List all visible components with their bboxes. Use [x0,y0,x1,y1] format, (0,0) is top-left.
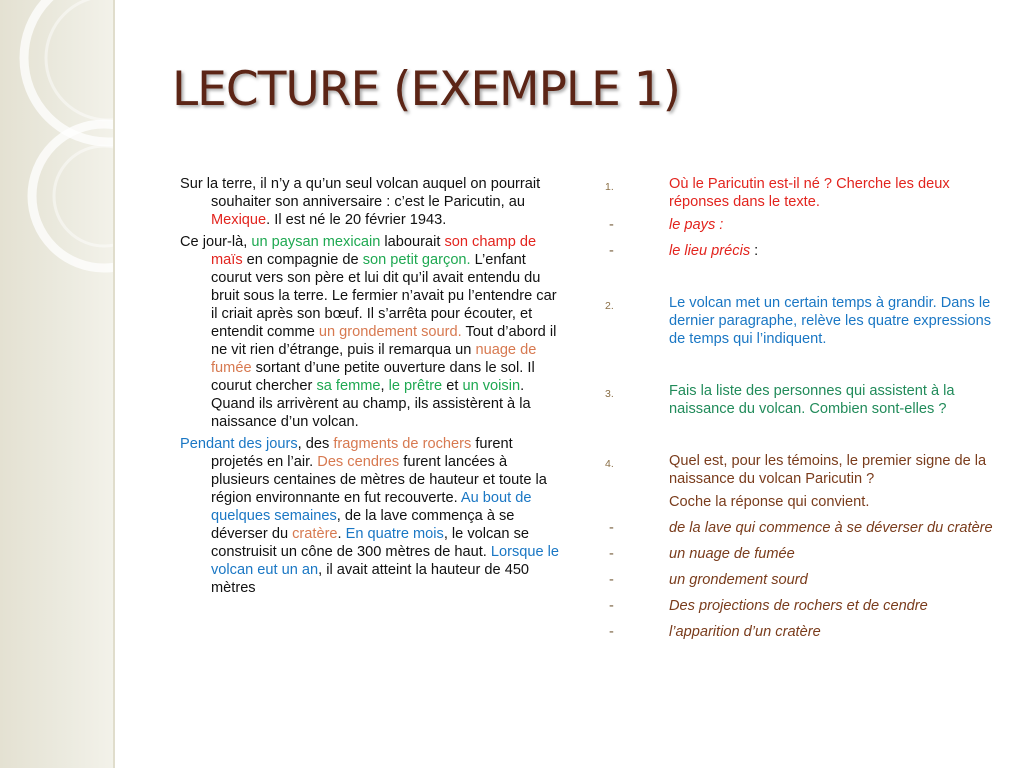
question-text: Où le Paricutin est-il né ? Cherche les deux réponses dans le texte. [669,176,950,210]
answer-line [605,597,1000,615]
question-item [605,382,1000,418]
question-item [605,175,1000,211]
dash-bullet: - [609,217,614,233]
text-run: L’enfant courut vers son père et lui dit qu’il avait entendu du bruit sous la terre. Le fermier n’avait pu l’entendre car il criait après son bœuf. Il s’arrêta pour écouter, et entendit comme [211,252,557,340]
decorative-side-band [0,0,115,768]
text-run: , le volcan se construisit un cône de 300 mètres de haut. [211,526,529,560]
decorative-circles [0,0,115,768]
question-text: le lieu précis [669,243,751,259]
question-text: Des projections de rochers et de cendre [669,598,928,614]
question-list [605,175,1000,641]
reading-text [180,175,562,601]
text-run: en compagnie de [242,252,363,268]
text-paragraph-1 [180,175,562,229]
question-text: le pays : [669,217,724,233]
highlighted-phrase: Au bout de quelques semaines [211,490,532,524]
text-run: sortant d’une petite ouverture dans le sol. Il courut chercher [211,360,535,394]
text-run: labourait [380,234,445,250]
answer-line [605,545,1000,563]
answer-line [605,216,1000,234]
answer-line [605,571,1000,589]
question-text: Quel est, pour les témoins, le premier signe de la naissance du volcan Paricutin ? [669,453,987,487]
question-text: de la lave qui commence à se déverser du cratère [669,520,993,536]
question-text: l’apparition d’un cratère [669,624,821,640]
highlighted-phrase: un voisin [462,378,521,394]
text-run: et [442,378,463,394]
question-number: 3. [605,388,614,400]
dash-bullet: - [609,598,614,614]
highlighted-phrase: Lorsque le volcan eut un an [211,544,560,578]
dash-bullet: - [609,520,614,536]
question-text-tail: : [750,243,759,259]
highlighted-phrase: un paysan mexicain [251,234,381,250]
highlighted-phrase: nuage de fumée [211,342,537,376]
text-run: Ce jour-là, [180,234,252,250]
highlighted-phrase: son champ de maïs [211,234,537,268]
highlighted-phrase: sa femme [316,378,381,394]
dash-bullet: - [609,546,614,562]
text-run: , des [297,436,334,452]
slide-title: LECTURE (EXEMPLE 1) [172,62,680,117]
dash-bullet: - [609,243,614,259]
text-run: , de la lave commença à se déverser du [211,508,515,542]
side-band-edge [113,0,115,768]
highlighted-phrase: En quatre mois [345,526,444,542]
text-run: furent projetés en l’air. [211,436,513,470]
question-text: Coche la réponse qui convient. [669,494,870,510]
highlighted-phrase: Des cendres [317,454,400,470]
answer-line [605,623,1000,641]
question-item [605,452,1000,488]
text-run: . Quand ils arrivèrent au champ, ils assistèrent à la naissance d’un volcan. [211,378,531,430]
answer-line [605,519,1000,537]
dash-bullet: - [609,624,614,640]
highlighted-phrase: un grondement sourd. [318,324,462,340]
question-item [605,294,1000,348]
dash-bullet: - [609,572,614,588]
text-run: , [380,378,389,394]
text-run: Sur la terre, il n’y a qu’un seul volcan auquel on pourrait souhaiter son anniversaire : c’est le Paricutin, au [180,176,541,210]
text-run: . [337,526,346,542]
question-text: Fais la liste des personnes qui assistent à la naissance du volcan. Combien sont-elles ? [669,383,955,417]
question-text: un grondement sourd [669,572,808,588]
question-number: 4. [605,458,614,470]
highlighted-phrase: Mexique [211,212,267,228]
question-text: Le volcan met un certain temps à grandir. Dans le dernier paragraphe, relève les quatre expressions de temps qui l’indiquent. [669,295,992,347]
text-paragraph-2 [180,233,562,431]
highlighted-phrase: fragments de rochers [333,436,472,452]
question-number: 1. [605,181,614,193]
highlighted-phrase: son petit garçon. [362,252,471,268]
text-run: Tout d’abord il ne vit rien d’étrange, puis il remarqua un [211,324,557,358]
question-number: 2. [605,300,614,312]
answer-line [605,242,1000,260]
text-run: furent lancées à plusieurs centaines de mètres de hauteur et toute la région environnante en fut recouverte. [211,454,547,506]
highlighted-phrase: Pendant des jours [180,436,298,452]
highlighted-phrase: le prêtre [388,378,443,394]
text-paragraph-3 [180,435,562,597]
question-text: un nuage de fumée [669,546,795,562]
text-run: . Il est né le 20 février 1943. [266,212,447,228]
instruction-line [605,493,1000,511]
text-run: , il avait atteint la hauteur de 450 mètres [211,562,530,596]
highlighted-phrase: cratère [292,526,338,542]
